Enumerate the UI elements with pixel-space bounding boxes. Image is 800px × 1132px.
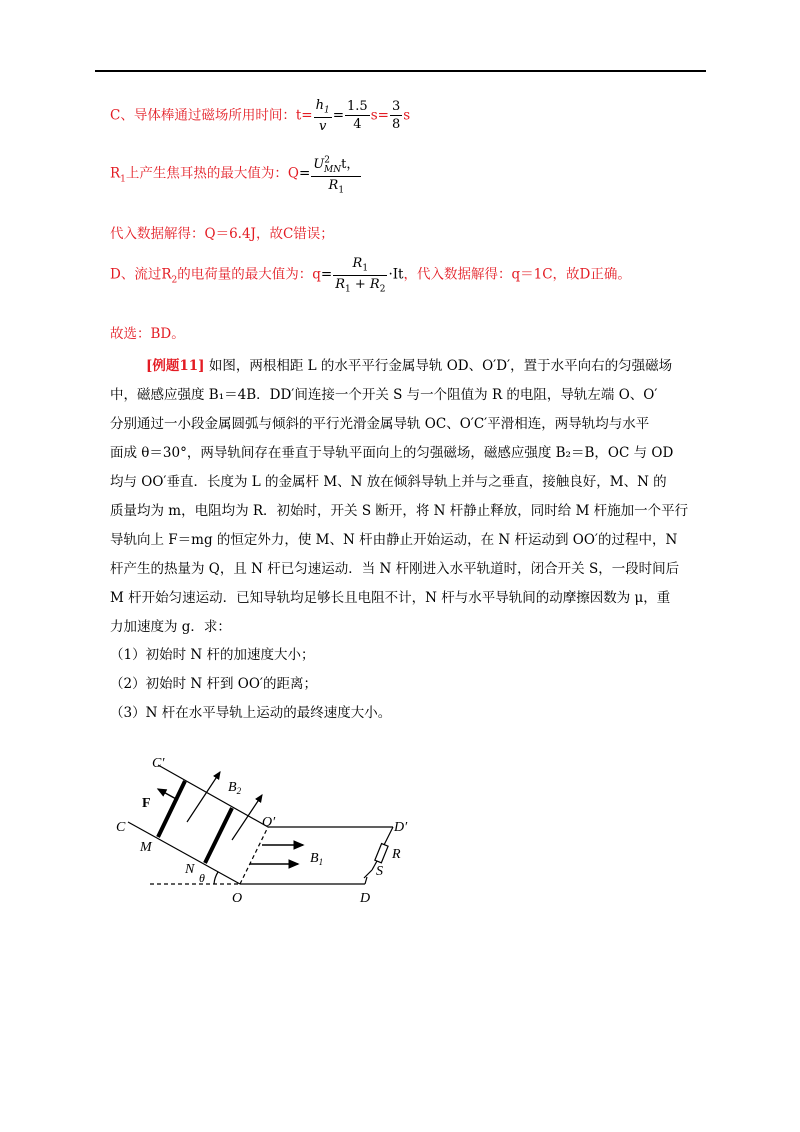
resistor-r <box>375 844 388 863</box>
solution-c-result: 代入数据解得：Q＝6.4J，故C错误； <box>110 226 334 242</box>
d-den-b-sub: 2 <box>379 284 386 295</box>
c-f2-num: 1.5 <box>347 99 368 115</box>
r1-sub: 1 <box>120 174 126 185</box>
problem-line-4: 面成 θ＝30°，两导轨间存在垂直于导轨平面向上的匀强磁场，磁感应强度 B₂＝B，OC 与 OD <box>110 445 674 461</box>
label-b1: $B_1$ <box>310 851 324 867</box>
r1-text: 上产生焦耳热的最大值为：Q <box>125 165 299 182</box>
d-mid: ·It <box>388 266 404 283</box>
r1-num-sup: 2 <box>324 155 330 166</box>
d-eq: = <box>320 266 333 283</box>
d-den-a-sub: 1 <box>345 284 351 295</box>
b2-arrow-2 <box>232 795 262 840</box>
c-prefix: C、导体棒通过磁场所用时间：t= <box>110 107 313 124</box>
label-m: M <box>140 840 152 855</box>
r1-eq: = <box>298 165 311 182</box>
d-prefix: D、流过R <box>110 266 172 283</box>
label-c: C <box>116 820 126 835</box>
problem-line-7: 导轨向上 F＝mg 的恒定外力，使 M、N 杆由静止开始运动，在 N 杆运动到 OO′的过程中，N <box>110 532 678 548</box>
d-den-plus: + <box>350 276 370 292</box>
r1-label: R <box>110 165 121 182</box>
wire-d-prime-r <box>384 827 393 845</box>
c-s1: s= <box>370 107 389 124</box>
problem-tag: [例题11] <box>146 358 205 374</box>
rod-n <box>205 808 232 863</box>
angle-arc <box>214 872 218 884</box>
problem-line-2: 中，磁感应强度 B₁＝4B．DD′间连接一个开关 S 与一个阻值为 R 的电阻，导轨左端 O、O′ <box>110 387 658 403</box>
c-f3-den: 8 <box>391 117 401 133</box>
r1-num-t: t， <box>341 157 360 172</box>
c-f2-den: 4 <box>353 117 362 133</box>
c-s2: s <box>403 107 411 124</box>
rail-c-prime-o-prime <box>158 765 268 827</box>
c-eq1: = <box>332 107 344 124</box>
problem-line-6: 质量均为 m，电阻均为 R．初始时，开关 S 断开，将 N 杆静止释放，同时给 M 杆施加一个平行 <box>110 503 689 519</box>
label-f: F <box>142 796 151 811</box>
problem-line-3: 分别通过一小段金属圆弧与倾斜的平行光滑金属导轨 OC、O′C′平滑相连，两导轨均与水平 <box>110 416 650 432</box>
d-num-sub: 1 <box>362 263 369 274</box>
label-r: R <box>392 847 401 862</box>
label-s: S <box>376 864 383 879</box>
r1-num-sub: MN <box>324 164 342 175</box>
d-num: R <box>352 256 363 271</box>
label-o-prime: O′ <box>262 815 276 830</box>
label-d-prime: D′ <box>394 820 408 835</box>
label-n: N <box>185 862 195 877</box>
problem-line-10: 力加速度为 g．求： <box>110 619 231 635</box>
r1-num-u: U <box>313 157 325 172</box>
problem-line-5: 均与 OO′垂直．长度为 L 的金属杆 M、N 放在倾斜导轨上并与之垂直，接触良好，M、N 的 <box>110 474 667 490</box>
wire-s-d <box>365 877 367 884</box>
label-b2: $B_2$ <box>228 780 242 796</box>
question-2: （2）初始时 N 杆到 OO′的距离； <box>110 676 317 692</box>
line-o-o-prime <box>240 827 268 884</box>
problem-line-8: 杆产生的热量为 Q，且 N 杆已匀速运动．当 N 杆刚进入水平轨道时，闭合开关 S，一段时间后 <box>110 561 680 577</box>
label-d: D <box>360 891 371 906</box>
solution-answer: 故选：BD。 <box>110 326 185 342</box>
c-f1-num-sub: 1 <box>323 105 330 116</box>
d-den-b: R <box>369 276 380 292</box>
question-1: （1）初始时 N 杆的加速度大小； <box>110 647 315 663</box>
r1-den: R <box>328 177 339 193</box>
problem-line-text: 如图，两根相距 L 的水平平行金属导轨 OD、O′D′，置于水平向右的匀强磁场 <box>208 358 673 374</box>
c-f3-num: 3 <box>391 99 401 115</box>
rod-m <box>158 781 185 837</box>
d-sub: 2 <box>171 275 178 286</box>
c-f1-den: v <box>318 118 327 134</box>
d-den-a: R <box>335 276 345 292</box>
problem-line-9: M 杆开始匀速运动．已知导轨均足够长且电阻不计，N 杆与水平导轨间的动摩擦因数为 μ，重 <box>110 590 671 606</box>
c-f1-num: h <box>315 98 324 113</box>
force-f-arrow <box>158 789 178 800</box>
switch-s <box>364 870 372 878</box>
question-3: （3）N 杆在水平导轨上运动的最终速度大小。 <box>110 705 392 721</box>
r1-den-sub: 1 <box>338 185 345 196</box>
d-text: 的电荷量的最大值为：q <box>177 266 321 283</box>
d-suffix: ，代入数据解得：q＝1C，故D正确。 <box>403 266 631 283</box>
label-theta: θ <box>199 871 205 885</box>
label-c-prime: C′ <box>152 756 165 771</box>
label-o: O <box>232 891 243 906</box>
